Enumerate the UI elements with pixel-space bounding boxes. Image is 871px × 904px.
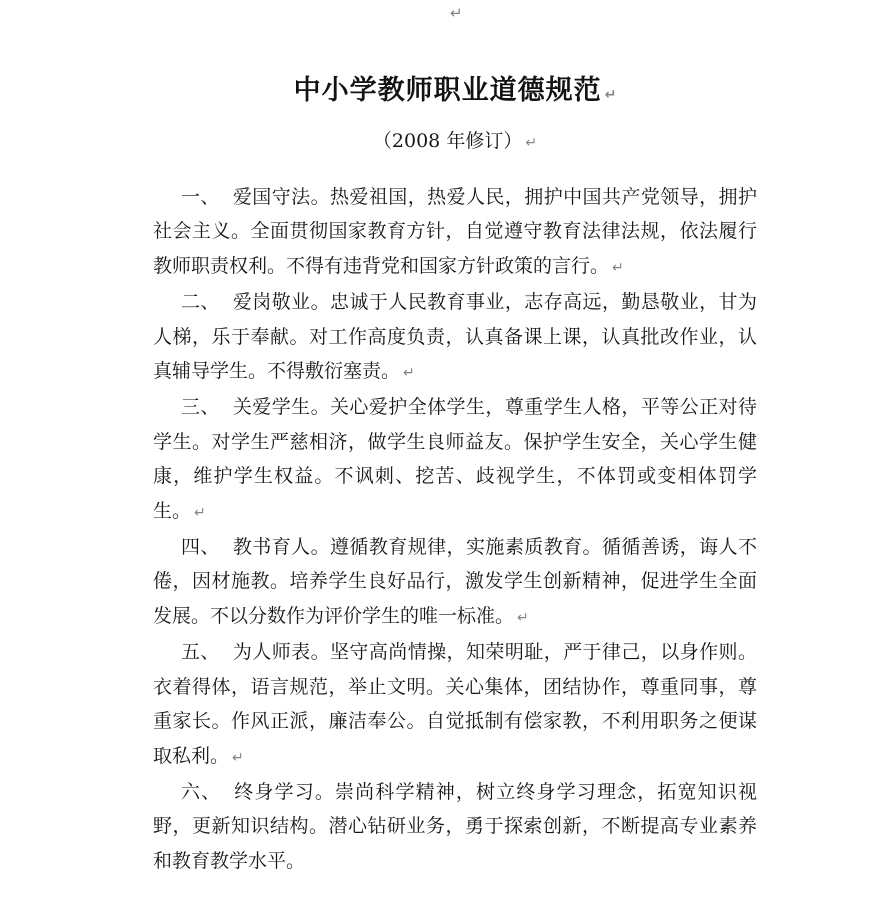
body-paragraph-2 <box>153 285 757 390</box>
paragraph-number: 三、 <box>181 396 220 419</box>
document-subtitle-line <box>153 126 757 158</box>
paragraph-mark-icon: ↵ <box>604 87 617 103</box>
paragraph-text: 关爱学生。关心爱护全体学生，尊重学生人格，平等公正对待学生。对学生严慈相济，做学生良师益友。保护学生安全，关心学生健康，维护学生权益。不讽刺、挖苦、歧视学生，不体罚或变相体罚学生。 <box>153 396 757 522</box>
page-title: 中小学教师职业道德规范 <box>293 75 602 106</box>
paragraph-mark-icon: ↵ <box>194 504 206 521</box>
document-subtitle: （2008 年修订） <box>372 130 523 152</box>
body-paragraph-4 <box>153 530 757 635</box>
paragraph-text: 爱岗敬业。忠诚于人民教育事业，志存高远，勤恳敬业，甘为人梯，乐于奉献。对工作高度负责，认真备课上课，认真批改作业，认真辅导学生。不得敷衍塞责。 <box>153 291 757 383</box>
body-paragraph-6 <box>153 775 757 880</box>
paragraph-mark-icon: ↵ <box>612 259 624 276</box>
paragraph-number: 五、 <box>181 641 220 664</box>
body-paragraph-5 <box>153 635 757 775</box>
paragraph-number: 一、 <box>181 186 220 208</box>
paragraph-number: 二、 <box>181 291 220 314</box>
paragraph-text: 爱国守法。热爱祖国，热爱人民，拥护中国共产党领导，拥护社会主义。全面贯彻国家教育方针，自觉遵守教育法律法规，依法履行教师职责权利。不得有违背党和国家方针政策的言行。 <box>153 186 757 277</box>
body-paragraph-1 <box>153 180 757 285</box>
document-body <box>153 180 757 880</box>
paragraph-mark-icon: ↵ <box>525 135 538 151</box>
paragraph-mark-icon: ↵ <box>517 609 529 626</box>
paragraph-mark-icon: ↵ <box>450 4 463 22</box>
paragraph-number: 四、 <box>181 536 220 559</box>
paragraph-text: 为人师表。坚守高尚情操，知荣明耻，严于律己，以身作则。衣着得体，语言规范，举止文明。关心集体，团结协作，尊重同事，尊重家长。作风正派，廉洁奉公。自觉抵制有偿家教，不利用职务之便谋取私利。 <box>153 641 757 767</box>
paragraph-mark-icon: ↵ <box>403 365 415 382</box>
paragraph-mark-icon: ↵ <box>232 749 244 766</box>
paragraph-text: 终身学习。崇尚科学精神，树立终身学习理念，拓宽知识视野，更新知识结构。潜心钻研业务，勇于探索创新，不断提高专业素养和教育教学水平。 <box>153 780 757 872</box>
paragraph-text: 教书育人。遵循教育规律，实施素质教育。循循善诱，诲人不倦，因材施教。培养学生良好品行，激发学生创新精神，促进学生全面发展。不以分数作为评价学生的唯一标准。 <box>153 536 757 627</box>
paragraph-number: 六、 <box>181 780 222 803</box>
body-paragraph-3 <box>153 390 757 530</box>
